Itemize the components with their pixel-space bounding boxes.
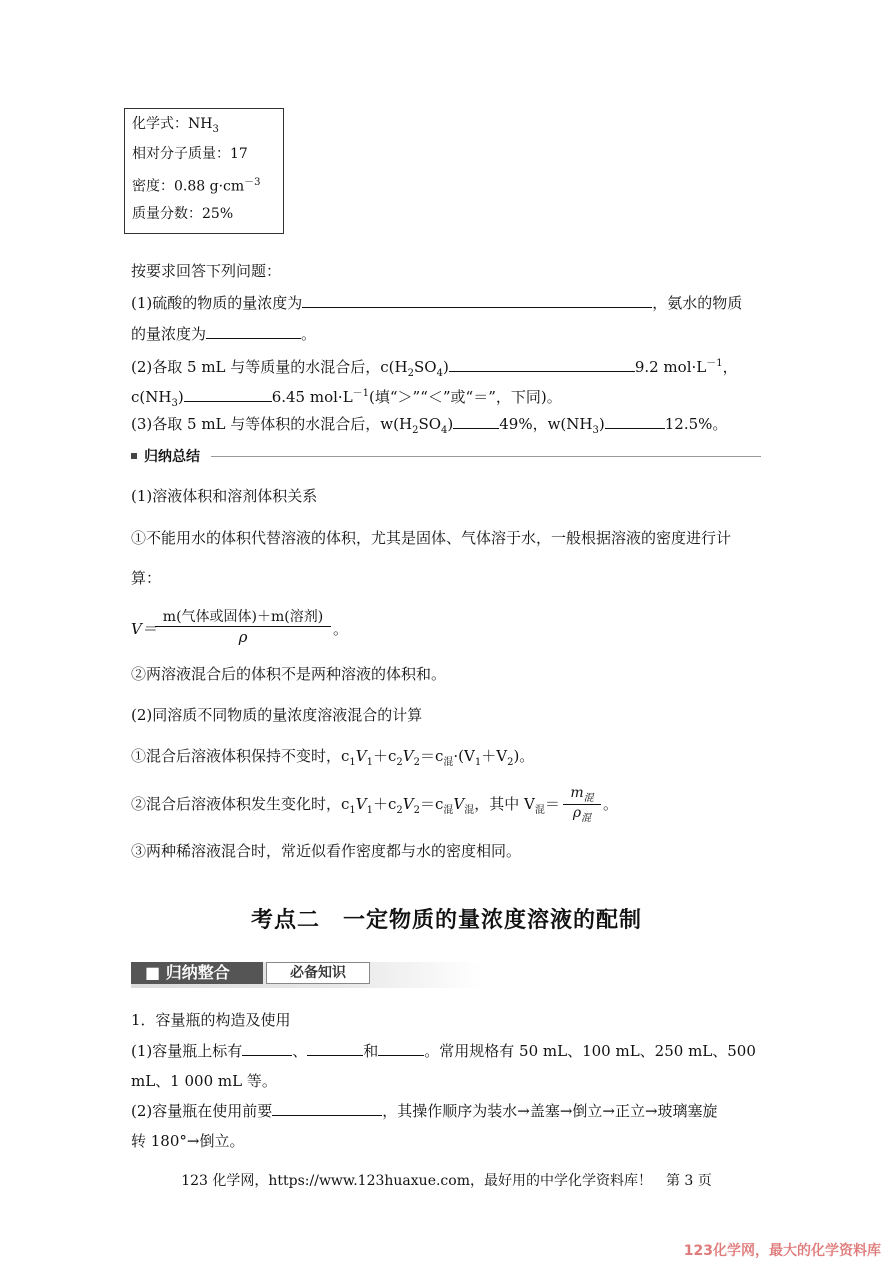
q1-text-d: 。 bbox=[301, 325, 317, 343]
summary-p1: (1)溶液体积和溶剂体积关系 bbox=[131, 487, 318, 505]
p7-text bbox=[131, 793, 560, 816]
question-1-line-1 bbox=[131, 293, 742, 313]
p7-num: m bbox=[570, 785, 584, 801]
heading-rule bbox=[211, 456, 761, 457]
summary-p8: ③两种稀溶液混合时，常近似看作密度都与水的密度相同。 bbox=[131, 842, 522, 860]
summary-p2: ①不能用水的体积代替溶液的体积，尤其是固体、气体溶于水，一般根据溶液的密度进行计 bbox=[131, 529, 732, 547]
q1-text-b: ，氨水的物质 bbox=[652, 294, 743, 312]
l1-b: 、 bbox=[292, 1042, 308, 1060]
q1-blank-2 bbox=[206, 324, 301, 339]
formula-sub: 3 bbox=[212, 123, 219, 135]
p7-sub: 1 bbox=[366, 805, 373, 816]
p7-sub: 2 bbox=[396, 805, 403, 816]
item-1-line-2: mL、1 000 mL 等。 bbox=[131, 1072, 277, 1090]
p7-k: ＝ bbox=[544, 795, 560, 813]
q3-blank-1 bbox=[453, 414, 499, 429]
p7-numsub: 混 bbox=[583, 792, 594, 804]
p7-i: ，其中 V bbox=[474, 795, 535, 813]
summary-heading bbox=[131, 448, 761, 464]
banner-main-label: ■ 归纳整合 bbox=[131, 962, 263, 984]
questions-intro: 按要求回答下列问题： bbox=[131, 262, 282, 280]
q2-blank-2 bbox=[184, 387, 272, 402]
p6-sub: 2 bbox=[507, 757, 514, 768]
l1-d: 。常用规格有 50 mL、100 mL、250 mL、500 bbox=[424, 1042, 756, 1060]
p6-g: ·(V bbox=[453, 747, 475, 765]
p7-densub: 混 bbox=[581, 812, 592, 824]
q2-text-c: ) bbox=[442, 358, 449, 376]
q3-sub-2: 2 bbox=[412, 425, 419, 436]
q1-blank-1 bbox=[302, 293, 652, 308]
q3-text-e: ) bbox=[598, 415, 605, 433]
p7-c: ＋c bbox=[373, 795, 397, 813]
l1-blank-3 bbox=[378, 1041, 424, 1056]
formula-denominator: ρ bbox=[238, 628, 248, 646]
p6-sub: 1 bbox=[366, 757, 373, 768]
info-formula bbox=[132, 113, 219, 135]
p7-sub: 2 bbox=[413, 805, 420, 816]
item-1-line-1 bbox=[131, 1041, 756, 1061]
question-2-line-1 bbox=[131, 354, 738, 384]
p6-h: ＋V bbox=[481, 747, 508, 765]
formula-v: V＝ bbox=[131, 620, 157, 638]
p6-sub: 2 bbox=[396, 757, 403, 768]
banner-sub-label: 必备知识 bbox=[266, 962, 370, 984]
q2-text-a: (2)各取 5 mL 与等质量的水混合后，c(H bbox=[131, 358, 408, 376]
l3-blank bbox=[272, 1101, 382, 1116]
q3-text-b: SO bbox=[418, 415, 442, 433]
q2-text-b: SO bbox=[414, 358, 437, 376]
q1-text-a: (1)硫酸的物质的量浓度为 bbox=[131, 294, 303, 312]
q3-text-f: 12.5%。 bbox=[664, 415, 728, 433]
q2-text-k: (填“＞”“＜”或“＝”，下同)。 bbox=[369, 388, 562, 406]
q3-text-d: 49%，w(NH bbox=[499, 415, 593, 433]
p7-d: V bbox=[402, 795, 414, 813]
p7-sub: 混 bbox=[464, 805, 475, 816]
section-title: 考点二 一定物质的量浓度溶液的配制 bbox=[250, 907, 642, 933]
formula-numerator: m(气体或固体)＋m(溶剂) bbox=[155, 606, 331, 627]
summary-heading-label: 归纳总结 bbox=[144, 449, 200, 465]
density-label: 密度：0.88 g·cm bbox=[132, 178, 245, 195]
p6-e: ＝c bbox=[420, 747, 444, 765]
q2-blank-1 bbox=[449, 357, 635, 372]
q3-text-a: (3)各取 5 mL 与等体积的水混合后，w(H bbox=[131, 415, 413, 433]
l3-b: ，其操作顺序为装水→盖塞→倒立→正立→玻璃塞旋 bbox=[382, 1102, 718, 1120]
q2-text-i: 6.45 mol·L bbox=[271, 388, 353, 406]
p6-c: ＋c bbox=[373, 747, 397, 765]
item-1-line-4: 转 180°→倒立。 bbox=[131, 1132, 245, 1150]
p7-denominator bbox=[563, 805, 601, 824]
p7-sub: 混 bbox=[534, 805, 545, 816]
formula-end: 。 bbox=[333, 620, 349, 638]
q1-text-c: 的量浓度为 bbox=[131, 325, 207, 343]
summary-p5: (2)同溶质不同物质的量浓度溶液混合的计算 bbox=[131, 706, 423, 724]
q2-text-f: ， bbox=[722, 358, 738, 376]
p7-den: ρ bbox=[572, 805, 582, 821]
section-banner bbox=[131, 962, 483, 988]
q2-sub-4: 4 bbox=[436, 368, 443, 379]
square-bullet-icon bbox=[131, 453, 137, 459]
summary-p4: ②两溶液混合后的体积不是两种溶液的体积和。 bbox=[131, 665, 447, 683]
p6-b: V bbox=[355, 747, 367, 765]
l1-blank-2 bbox=[307, 1041, 363, 1056]
summary-p3: 算： bbox=[131, 569, 162, 587]
question-3 bbox=[131, 414, 727, 441]
page-footer: 123 化学网，https://www.123huaxue.com，最好用的中学化学资料库！ 第 3 页 bbox=[181, 1173, 712, 1189]
p7-numerator bbox=[563, 785, 601, 805]
info-box bbox=[124, 108, 284, 234]
q2-sub-3: 3 bbox=[171, 398, 178, 409]
p6-sub: 混 bbox=[443, 757, 454, 768]
l1-c: 和 bbox=[363, 1042, 379, 1060]
watermark: 123化学网，最大的化学资料库 bbox=[683, 1243, 881, 1259]
summary-p6 bbox=[131, 746, 534, 773]
p7-sub: 混 bbox=[443, 805, 454, 816]
q3-text-c: ) bbox=[447, 415, 454, 433]
l1-a: (1)容量瓶上标有 bbox=[131, 1042, 243, 1060]
item-1-heading: 1．容量瓶的构造及使用 bbox=[131, 1011, 291, 1029]
q2-text-d: 9.2 mol·L bbox=[634, 358, 707, 376]
q3-sub-4: 4 bbox=[441, 425, 448, 436]
p7-e: ＝c bbox=[420, 795, 444, 813]
p7-end: 。 bbox=[603, 795, 619, 813]
q2-text-h: ) bbox=[177, 388, 184, 406]
info-density bbox=[132, 173, 261, 196]
p6-a: ①混合后溶液体积保持不变时，c bbox=[131, 747, 350, 765]
question-1-line-2 bbox=[131, 324, 316, 344]
p7-b: V bbox=[355, 795, 367, 813]
q2-sup-1: －1 bbox=[706, 358, 723, 369]
q2-text-g: c(NH bbox=[131, 388, 172, 406]
info-mass: 相对分子质量：17 bbox=[132, 146, 248, 162]
p6-i: )。 bbox=[513, 747, 535, 765]
density-sup: －3 bbox=[244, 177, 261, 188]
p6-sub: 1 bbox=[474, 757, 482, 768]
q2-sub-2: 2 bbox=[407, 368, 414, 379]
p6-sub: 1 bbox=[349, 757, 356, 768]
item-1-line-3 bbox=[131, 1101, 718, 1121]
l3-a: (2)容量瓶在使用前要 bbox=[131, 1102, 273, 1120]
q3-blank-2 bbox=[605, 414, 665, 429]
q3-sub-3: 3 bbox=[592, 425, 599, 436]
l1-blank-1 bbox=[242, 1041, 292, 1056]
q2-sup-2: －1 bbox=[352, 388, 370, 399]
p7-a: ②混合后溶液体积发生变化时，c bbox=[131, 795, 350, 813]
p7-sub: 1 bbox=[349, 805, 356, 816]
formula-label: 化学式：NH bbox=[132, 116, 213, 132]
p6-sub: 2 bbox=[413, 757, 420, 768]
p6-d: V bbox=[402, 747, 414, 765]
p7-g: V bbox=[453, 795, 465, 813]
info-fraction: 质量分数：25% bbox=[132, 206, 234, 222]
question-2-line-2 bbox=[131, 384, 562, 414]
